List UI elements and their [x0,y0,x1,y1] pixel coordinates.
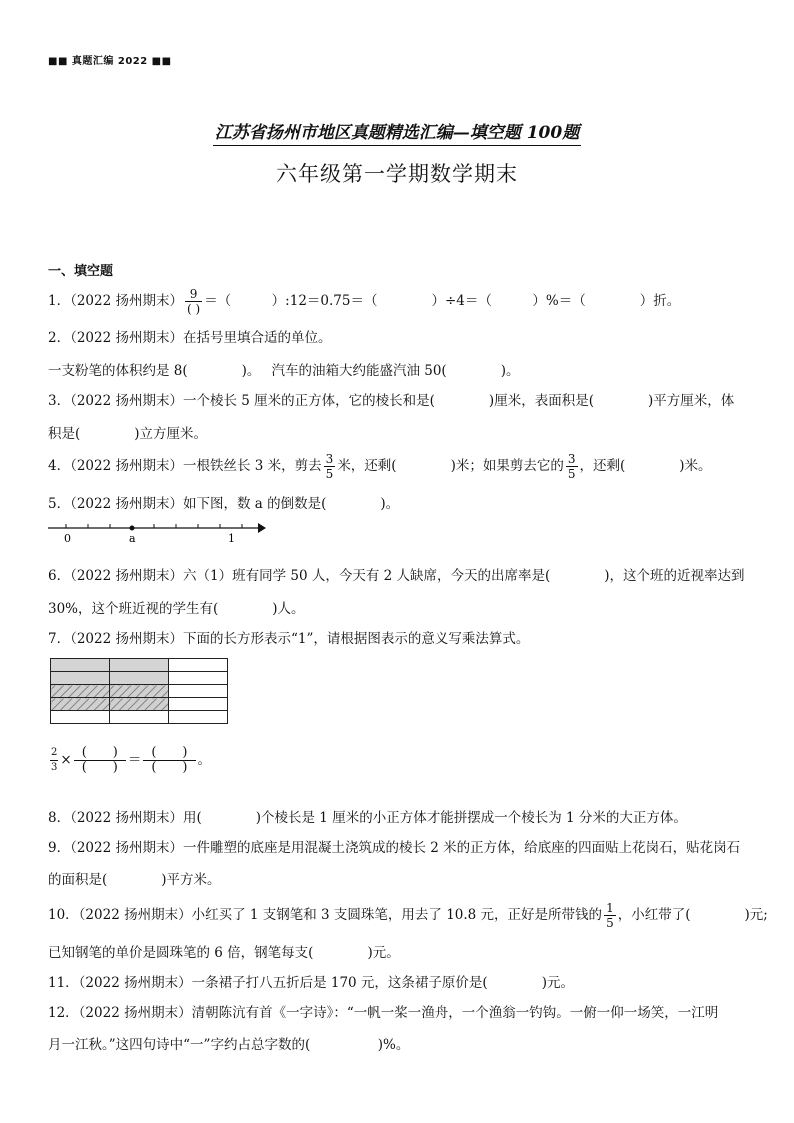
rectangle-diagram [50,658,228,724]
label-one: 1 [228,532,235,544]
question-7-equation: $\frac{2}{3}$ × $\frac{( )}{( )}$ ＝ $\frac{( )}{( )}$ 。 [51,745,211,775]
question-4: 4．（2022 扬州期末）一根铁丝长 3 米，剪去 $\frac{3}{5}$ 米，还剩( )米；如果剪去它的 $\frac{3}{5}$ ，还剩( )米。 [48,452,712,481]
question-9: 9．（2022 扬州期末）一件雕塑的底座是用混凝土浇筑成的棱长 2 米的正方体，给底座的四面贴上花岗石，贴花岗石 [48,840,741,856]
sub-title: 六年级第一学期数学期末 [276,162,518,186]
question-9-line-2: 的面积是( )平方米。 [48,872,221,888]
question-3-line-2: 积是( )立方厘米。 [48,426,208,442]
header-banner: ■■ 真题汇编 2022 ■■ [48,56,172,67]
fraction: $\frac{3}{5}$ [325,452,334,481]
section-heading: 一、填空题 [48,264,114,279]
fraction: $\frac{9}{( )}$ [187,287,201,316]
number-line [44,518,274,544]
fraction: $\frac{2}{3}$ [51,747,58,773]
question-8: 8．（2022 扬州期末）用( )个棱长是 1 厘米的小正方体才能拼摆成一个棱长为 1 分米的大正方体。 [48,810,687,826]
question-6-line-2: 30%，这个班近视的学生有( )人。 [48,601,305,617]
question-10: 10．（2022 扬州期末）小红买了 1 支钢笔和 3 支圆珠笔，用去了 10.8 元，正好是所带钱的 $\frac{1}{5}$ ，小红带了( )元; [48,901,768,930]
question-5: 5．（2022 扬州期末）如下图，数 a 的倒数是( )。 [48,496,400,512]
fraction: $\frac{3}{5}$ [567,452,576,481]
point-a [130,526,135,531]
question-12: 12．（2022 扬州期末）清朝陈沆有首《一字诗》：“一帆一桨一渔舟，一个渔翁一钓钩。一俯一仰一场笑，一江明 [48,1005,719,1021]
fraction: $\frac{1}{5}$ [606,901,614,930]
question-7: 7．（2022 扬州期末）下面的长方形表示“1”，请根据图表示的意义写乘法算式。 [48,631,530,647]
question-11: 11．（2022 扬州期末）一条裙子打八五折后是 170 元，这条裙子原价是( )元。 [48,975,574,991]
question-6: 6．（2022 扬州期末）六（1）班有同学 50 人，今天有 2 人缺席，今天的出席率是( )，这个班的近视率达到 [48,568,745,584]
question-1: 1．（2022 扬州期末） $\frac{9}{( )}$ ＝（ ）:12＝0.75＝（ ）÷4＝（ ）%＝（ ）折。 [48,287,681,316]
label-zero: 0 [64,532,71,544]
blank-fraction: $\frac{( )}{( )}$ [74,746,126,775]
blank-fraction: $\frac{( )}{( )}$ [143,746,195,775]
number-line-arrow [258,523,266,533]
label-a: a [129,532,136,544]
question-12-line-2: 月一江秋。”这四句诗中“一”字约占总字数的( )%。 [48,1037,410,1053]
main-title: 江苏省扬州市地区真题精选汇编—填空题 100题 [0,118,794,143]
question-10-line-2: 已知钢笔的单价是圆珠笔的 6 倍，钢笔每支( )元。 [48,945,400,961]
question-2-line-2: 一支粉笔的体积约是 8( )。 汽车的油箱大约能盛汽油 50( )。 [48,363,520,379]
question-2: 2．（2022 扬州期末）在括号里填合适的单位。 [48,330,332,346]
question-3: 3．（2022 扬州期末）一个棱长 5 厘米的正方体，它的棱长和是( )厘米，表面积是( )平方厘米，体 [48,393,735,409]
